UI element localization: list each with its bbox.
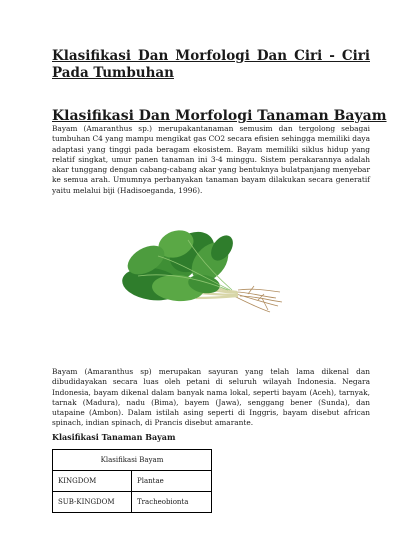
table-row	[53, 492, 212, 513]
table-cell-value: Tracheobionta	[132, 492, 212, 513]
classification-table	[52, 449, 212, 513]
table-caption: Klasifikasi Bayam	[53, 450, 212, 471]
table-cell-rank: KINGDOM	[53, 471, 132, 492]
paragraph-local-names: Bayam (Amaranthus sp) merupakan sayuran yang telah lama dikenal dan dibudidayakan secara luas oleh petani di seluruh wilayah Indonesia. Negara Indonesia, bayam dikenal dalam banyak nama lokal, seperti bayam (Aceh), tarnyak, tarnak (Madura), nadu (Bima), bayem (Jawa), senggang bener (Sunda), dan utapaine (Ambon). Dalam istilah asing seperti di Inggris, bayam disebut african spinach, indian spinach, di Prancis disebut amarante.	[52, 367, 370, 428]
table-cell-value: Plantae	[132, 471, 212, 492]
spinach-image	[118, 226, 284, 322]
document-title: Klasifikasi Dan Morfologi Dan Ciri - Ciri Pada Tumbuhan	[52, 48, 370, 81]
section-heading: Klasifikasi Dan Morfologi Tanaman Bayam	[52, 108, 387, 124]
paragraph-intro: Bayam (Amaranthus sp.) merupakantanaman semusim dan tergolong sebagai tumbuhan C4 yang mampu mengikat gas CO2 secara efisien sehingga memiliki daya adaptasi yang tinggi pada beragam ekosistem. Bayam memiliki siklus hidup yang relatif singkat, umur panen tanaman ini 3-4 minggu. Sistem perakarannya adalah akar tunggang dengan cabang-cabang akar yang bentuknya bulatpanjang menyebar ke semua arah. Umumnya perbanyakan tanaman bayam dilakukan secara generatif yaitu melalui biji (Hadisoeganda, 1996).	[52, 124, 370, 195]
table-caption-row	[53, 450, 212, 471]
spinach-roots	[234, 286, 282, 312]
table-row	[53, 471, 212, 492]
classification-subheading: Klasifikasi Tanaman Bayam	[52, 432, 176, 442]
table-cell-rank: SUB-KINGDOM	[53, 492, 132, 513]
